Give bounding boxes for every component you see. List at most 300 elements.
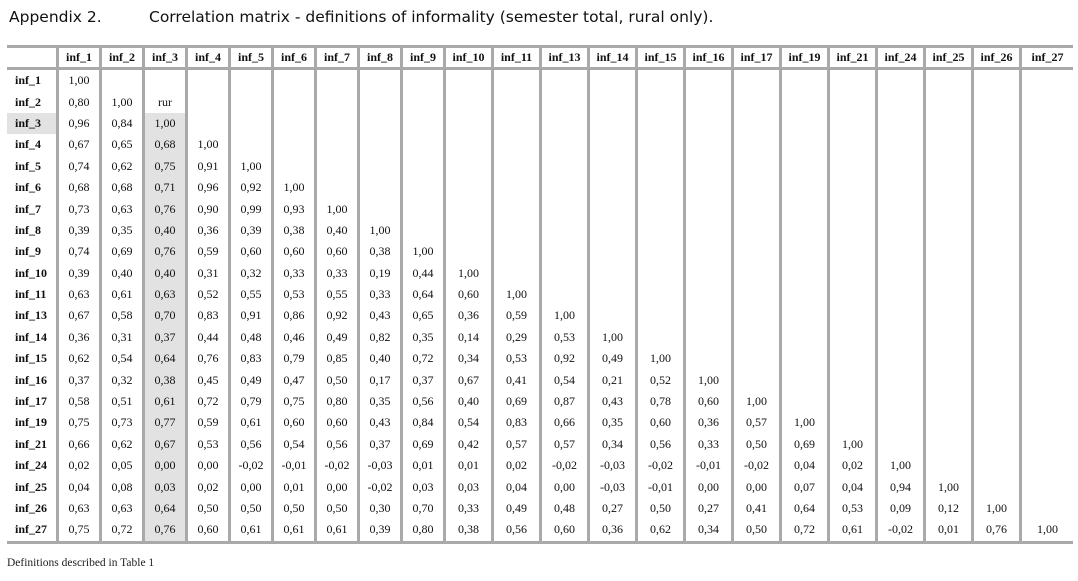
matrix-cell: 0,33 <box>443 498 491 519</box>
matrix-cell <box>923 455 971 476</box>
matrix-cell: 0,27 <box>587 498 635 519</box>
matrix-cell <box>827 134 875 155</box>
matrix-cell: 0,60 <box>635 412 683 433</box>
matrix-cell: 0,75 <box>56 412 99 433</box>
matrix-cell: 0,49 <box>491 498 539 519</box>
matrix-cell: 0,52 <box>185 284 228 305</box>
matrix-cell: rur <box>142 91 185 112</box>
matrix-cell <box>357 156 400 177</box>
row-header-inf-15: inf_15 <box>15 351 48 366</box>
table-row <box>7 113 1073 134</box>
matrix-cell <box>923 305 971 326</box>
matrix-cell <box>827 369 875 390</box>
matrix-cell: 0,36 <box>56 327 99 348</box>
matrix-cell: 1,00 <box>971 498 1019 519</box>
table-row <box>7 434 1073 455</box>
matrix-cell <box>971 284 1019 305</box>
matrix-cell: 0,93 <box>271 198 314 219</box>
matrix-cell <box>923 156 971 177</box>
matrix-cell: 0,03 <box>443 476 491 497</box>
matrix-cell <box>539 70 587 91</box>
matrix-cell <box>228 91 271 112</box>
footnote: Definitions described in Table 1 <box>7 557 155 569</box>
matrix-cell <box>827 391 875 412</box>
matrix-cell: 0,77 <box>142 412 185 433</box>
matrix-cell: 0,41 <box>491 369 539 390</box>
matrix-cell <box>271 91 314 112</box>
matrix-cell: 0,04 <box>779 455 827 476</box>
matrix-cell: 1,00 <box>731 391 779 412</box>
matrix-cell <box>1019 70 1073 91</box>
matrix-cell: 0,79 <box>228 391 271 412</box>
matrix-cell <box>314 134 357 155</box>
matrix-cell <box>1019 391 1073 412</box>
matrix-cell <box>875 391 923 412</box>
matrix-cell <box>443 91 491 112</box>
matrix-cell: 0,43 <box>587 391 635 412</box>
matrix-cell: 0,41 <box>731 498 779 519</box>
table-row <box>7 220 1073 241</box>
column-header-inf-3: inf_3 <box>142 48 185 70</box>
matrix-cell <box>1019 348 1073 369</box>
matrix-cell: 0,69 <box>99 241 142 262</box>
matrix-cell <box>971 91 1019 112</box>
matrix-cell: -0,02 <box>635 455 683 476</box>
matrix-cell: 0,07 <box>779 476 827 497</box>
matrix-cell <box>683 156 731 177</box>
matrix-cell <box>635 70 683 91</box>
matrix-cell: 0,40 <box>314 220 357 241</box>
matrix-cell: 0,39 <box>228 220 271 241</box>
matrix-cell: 0,53 <box>271 284 314 305</box>
matrix-cell <box>971 455 1019 476</box>
matrix-cell <box>400 220 443 241</box>
matrix-cell <box>1019 134 1073 155</box>
table-row <box>7 305 1073 326</box>
matrix-cell <box>443 156 491 177</box>
matrix-cell: 0,59 <box>185 241 228 262</box>
matrix-cell: 1,00 <box>587 327 635 348</box>
matrix-cell: 0,75 <box>142 156 185 177</box>
matrix-cell <box>357 113 400 134</box>
matrix-cell <box>779 113 827 134</box>
column-header-inf-15: inf_15 <box>635 48 683 70</box>
column-header-inf-26: inf_26 <box>971 48 1019 70</box>
matrix-cell: 0,69 <box>400 434 443 455</box>
table-row <box>7 498 1073 519</box>
matrix-cell <box>683 113 731 134</box>
row-header-inf-4: inf_4 <box>15 137 42 152</box>
matrix-cell <box>683 327 731 348</box>
matrix-cell: 0,37 <box>56 369 99 390</box>
matrix-cell <box>587 305 635 326</box>
matrix-cell: 0,49 <box>587 348 635 369</box>
matrix-cell <box>587 220 635 241</box>
matrix-cell: 0,62 <box>56 348 99 369</box>
matrix-cell <box>827 263 875 284</box>
row-header-inf-25: inf_25 <box>15 479 48 494</box>
column-header-inf-19: inf_19 <box>779 48 827 70</box>
matrix-cell: 1,00 <box>539 305 587 326</box>
header-row <box>7 48 1073 70</box>
column-header-inf-5: inf_5 <box>228 48 271 70</box>
matrix-cell <box>539 91 587 112</box>
matrix-cell <box>491 198 539 219</box>
matrix-cell <box>971 198 1019 219</box>
matrix-cell: 0,59 <box>491 305 539 326</box>
matrix-cell: 0,75 <box>271 391 314 412</box>
matrix-cell: -0,02 <box>314 455 357 476</box>
matrix-cell: 0,04 <box>56 476 99 497</box>
matrix-cell: 0,54 <box>271 434 314 455</box>
matrix-cell <box>587 91 635 112</box>
matrix-cell <box>827 91 875 112</box>
matrix-cell <box>875 91 923 112</box>
matrix-cell <box>923 369 971 390</box>
matrix-cell <box>971 134 1019 155</box>
matrix-cell: 0,31 <box>185 263 228 284</box>
matrix-cell: 0,80 <box>56 91 99 112</box>
matrix-cell <box>923 284 971 305</box>
matrix-cell <box>1019 476 1073 497</box>
matrix-cell <box>539 198 587 219</box>
matrix-cell: 1,00 <box>683 369 731 390</box>
matrix-cell: 0,63 <box>142 284 185 305</box>
matrix-cell: 0,48 <box>228 327 271 348</box>
matrix-cell <box>923 263 971 284</box>
matrix-cell: -0,02 <box>357 476 400 497</box>
matrix-cell <box>923 134 971 155</box>
matrix-cell: 0,91 <box>228 305 271 326</box>
matrix-cell <box>228 113 271 134</box>
matrix-cell <box>923 412 971 433</box>
matrix-cell: 0,01 <box>923 519 971 540</box>
matrix-cell <box>357 70 400 91</box>
matrix-cell: 0,60 <box>271 241 314 262</box>
table-row <box>7 476 1073 497</box>
matrix-cell <box>875 369 923 390</box>
matrix-cell <box>971 348 1019 369</box>
matrix-cell <box>683 177 731 198</box>
matrix-cell <box>400 156 443 177</box>
matrix-cell: 0,56 <box>635 434 683 455</box>
matrix-cell: 0,76 <box>142 198 185 219</box>
matrix-cell: 0,38 <box>271 220 314 241</box>
matrix-cell <box>827 156 875 177</box>
matrix-cell: 0,83 <box>185 305 228 326</box>
matrix-cell <box>923 113 971 134</box>
matrix-cell <box>731 177 779 198</box>
matrix-cell <box>923 198 971 219</box>
matrix-cell: 0,61 <box>142 391 185 412</box>
matrix-cell <box>228 134 271 155</box>
table-row <box>7 177 1073 198</box>
matrix-cell: 0,30 <box>357 498 400 519</box>
matrix-cell <box>875 134 923 155</box>
matrix-cell <box>683 241 731 262</box>
matrix-cell <box>1019 156 1073 177</box>
matrix-cell <box>731 263 779 284</box>
column-header-inf-4: inf_4 <box>185 48 228 70</box>
matrix-cell <box>587 241 635 262</box>
row-header-inf-2: inf_2 <box>15 94 42 109</box>
matrix-cell <box>587 198 635 219</box>
matrix-cell: 1,00 <box>314 198 357 219</box>
matrix-cell: 0,53 <box>185 434 228 455</box>
matrix-cell <box>731 369 779 390</box>
matrix-cell <box>779 156 827 177</box>
matrix-cell: 0,72 <box>779 519 827 540</box>
matrix-cell: 0,68 <box>142 134 185 155</box>
matrix-cell <box>142 70 185 91</box>
matrix-cell: 0,12 <box>923 498 971 519</box>
matrix-cell: 0,40 <box>443 391 491 412</box>
matrix-cell <box>539 113 587 134</box>
table-row <box>7 327 1073 348</box>
appendix-label: Appendix 2. <box>9 8 102 26</box>
matrix-cell: 0,04 <box>827 476 875 497</box>
matrix-cell <box>731 284 779 305</box>
row-header-inf-17: inf_17 <box>15 394 48 409</box>
matrix-cell <box>443 70 491 91</box>
matrix-cell: 0,37 <box>142 327 185 348</box>
matrix-cell: -0,02 <box>875 519 923 540</box>
matrix-cell: 0,61 <box>827 519 875 540</box>
matrix-cell: 0,03 <box>400 476 443 497</box>
matrix-cell <box>779 198 827 219</box>
matrix-cell <box>400 113 443 134</box>
matrix-cell <box>683 220 731 241</box>
matrix-cell: 0,62 <box>635 519 683 540</box>
matrix-cell <box>400 177 443 198</box>
matrix-cell: 0,21 <box>587 369 635 390</box>
matrix-cell: 0,78 <box>635 391 683 412</box>
matrix-cell: 0,00 <box>683 476 731 497</box>
matrix-cell <box>1019 91 1073 112</box>
matrix-cell <box>971 412 1019 433</box>
matrix-cell: 0,32 <box>99 369 142 390</box>
matrix-cell <box>827 284 875 305</box>
matrix-cell <box>683 91 731 112</box>
matrix-cell: 0,39 <box>357 519 400 540</box>
matrix-cell: 0,60 <box>228 241 271 262</box>
matrix-cell <box>731 70 779 91</box>
matrix-cell: 0,65 <box>400 305 443 326</box>
matrix-cell: 0,49 <box>228 369 271 390</box>
matrix-cell <box>357 134 400 155</box>
matrix-cell: 0,01 <box>271 476 314 497</box>
matrix-cell: 0,34 <box>587 434 635 455</box>
matrix-cell: 0,64 <box>400 284 443 305</box>
matrix-cell <box>923 70 971 91</box>
matrix-cell <box>827 348 875 369</box>
column-header-inf-21: inf_21 <box>827 48 875 70</box>
table-row <box>7 284 1073 305</box>
matrix-cell: 0,96 <box>56 113 99 134</box>
matrix-cell <box>971 476 1019 497</box>
matrix-cell <box>683 134 731 155</box>
matrix-cell: 0,92 <box>539 348 587 369</box>
matrix-cell: 0,40 <box>99 263 142 284</box>
matrix-cell <box>539 241 587 262</box>
matrix-cell <box>400 198 443 219</box>
matrix-cell: 0,72 <box>99 519 142 540</box>
matrix-cell <box>635 198 683 219</box>
matrix-cell: 1,00 <box>443 263 491 284</box>
matrix-cell: 0,76 <box>142 241 185 262</box>
matrix-cell: 0,70 <box>142 305 185 326</box>
matrix-cell: 0,53 <box>491 348 539 369</box>
matrix-cell <box>827 113 875 134</box>
matrix-cell: 0,67 <box>56 305 99 326</box>
matrix-cell <box>779 305 827 326</box>
matrix-cell: 0,35 <box>587 412 635 433</box>
matrix-cell: 0,14 <box>443 327 491 348</box>
matrix-cell <box>923 177 971 198</box>
matrix-cell: 0,66 <box>56 434 99 455</box>
matrix-cell <box>779 91 827 112</box>
matrix-cell <box>779 348 827 369</box>
matrix-cell <box>539 263 587 284</box>
matrix-cell: 0,64 <box>142 498 185 519</box>
matrix-cell <box>923 434 971 455</box>
matrix-cell <box>1019 455 1073 476</box>
matrix-cell: 0,62 <box>99 434 142 455</box>
matrix-cell: 0,48 <box>539 498 587 519</box>
matrix-cell: 0,72 <box>400 348 443 369</box>
matrix-cell <box>971 391 1019 412</box>
matrix-cell: 0,84 <box>99 113 142 134</box>
matrix-cell: 1,00 <box>875 455 923 476</box>
matrix-cell <box>875 284 923 305</box>
matrix-cell: 1,00 <box>923 476 971 497</box>
column-header-inf-7: inf_7 <box>314 48 357 70</box>
column-header-inf-14: inf_14 <box>587 48 635 70</box>
matrix-cell <box>875 434 923 455</box>
matrix-cell: 0,61 <box>99 284 142 305</box>
matrix-cell: 0,94 <box>875 476 923 497</box>
matrix-cell: 0,33 <box>357 284 400 305</box>
matrix-cell <box>1019 113 1073 134</box>
matrix-cell: 0,02 <box>827 455 875 476</box>
matrix-cell: 1,00 <box>185 134 228 155</box>
matrix-cell: -0,02 <box>731 455 779 476</box>
matrix-cell: 0,79 <box>271 348 314 369</box>
matrix-cell: 0,40 <box>357 348 400 369</box>
matrix-cell <box>185 91 228 112</box>
matrix-cell <box>587 70 635 91</box>
matrix-cell <box>443 220 491 241</box>
table-row <box>7 91 1073 112</box>
matrix-cell: 1,00 <box>635 348 683 369</box>
matrix-cell <box>491 220 539 241</box>
matrix-cell <box>357 91 400 112</box>
column-header-inf-6: inf_6 <box>271 48 314 70</box>
column-header-inf-9: inf_9 <box>400 48 443 70</box>
matrix-cell: 1,00 <box>400 241 443 262</box>
matrix-cell: 1,00 <box>271 177 314 198</box>
matrix-cell: 0,42 <box>443 434 491 455</box>
matrix-cell <box>1019 369 1073 390</box>
matrix-cell <box>971 305 1019 326</box>
matrix-cell: 0,39 <box>56 263 99 284</box>
matrix-cell: -0,01 <box>635 476 683 497</box>
matrix-cell: 0,75 <box>56 519 99 540</box>
matrix-cell <box>400 91 443 112</box>
row-header-inf-13: inf_13 <box>15 308 48 323</box>
matrix-cell: 0,43 <box>357 305 400 326</box>
matrix-cell: 0,76 <box>971 519 1019 540</box>
matrix-cell <box>923 91 971 112</box>
matrix-cell: 0,50 <box>271 498 314 519</box>
matrix-cell <box>875 241 923 262</box>
matrix-cell: 0,56 <box>314 434 357 455</box>
matrix-cell <box>357 198 400 219</box>
table-row <box>7 156 1073 177</box>
matrix-cell: 0,83 <box>228 348 271 369</box>
matrix-cell <box>779 220 827 241</box>
matrix-cell: 0,37 <box>357 434 400 455</box>
matrix-cell: 0,63 <box>99 498 142 519</box>
matrix-cell <box>587 156 635 177</box>
matrix-cell <box>1019 177 1073 198</box>
matrix-cell: 0,68 <box>56 177 99 198</box>
matrix-cell <box>587 263 635 284</box>
matrix-cell: 0,34 <box>443 348 491 369</box>
matrix-cell <box>314 177 357 198</box>
matrix-cell: 0,01 <box>400 455 443 476</box>
matrix-cell <box>731 113 779 134</box>
matrix-cell <box>971 263 1019 284</box>
matrix-cell: 0,29 <box>491 327 539 348</box>
table-row <box>7 455 1073 476</box>
matrix-cell <box>185 113 228 134</box>
matrix-cell <box>228 70 271 91</box>
column-header-inf-13: inf_13 <box>539 48 587 70</box>
column-header-inf-24: inf_24 <box>875 48 923 70</box>
matrix-cell: 0,32 <box>228 263 271 284</box>
matrix-cell: 0,64 <box>779 498 827 519</box>
matrix-cell: 0,87 <box>539 391 587 412</box>
matrix-cell <box>731 156 779 177</box>
matrix-cell <box>491 263 539 284</box>
row-header-inf-19: inf_19 <box>15 415 48 430</box>
matrix-cell <box>314 91 357 112</box>
matrix-cell: 0,50 <box>731 519 779 540</box>
matrix-cell: 0,54 <box>443 412 491 433</box>
matrix-cell: 0,36 <box>185 220 228 241</box>
matrix-cell: 1,00 <box>779 412 827 433</box>
matrix-cell <box>875 220 923 241</box>
matrix-cell <box>635 177 683 198</box>
matrix-cell: 0,50 <box>185 498 228 519</box>
matrix-cell: 0,19 <box>357 263 400 284</box>
matrix-cell <box>875 263 923 284</box>
matrix-cell <box>731 134 779 155</box>
matrix-cell <box>923 327 971 348</box>
matrix-cell <box>779 177 827 198</box>
matrix-cell <box>400 134 443 155</box>
matrix-cell: 0,34 <box>683 519 731 540</box>
matrix-cell: 0,49 <box>314 327 357 348</box>
matrix-cell: 0,56 <box>491 519 539 540</box>
matrix-cell <box>923 241 971 262</box>
matrix-cell <box>875 156 923 177</box>
matrix-cell: 0,67 <box>142 434 185 455</box>
column-header-inf-16: inf_16 <box>683 48 731 70</box>
matrix-cell: 0,38 <box>357 241 400 262</box>
matrix-cell <box>827 327 875 348</box>
